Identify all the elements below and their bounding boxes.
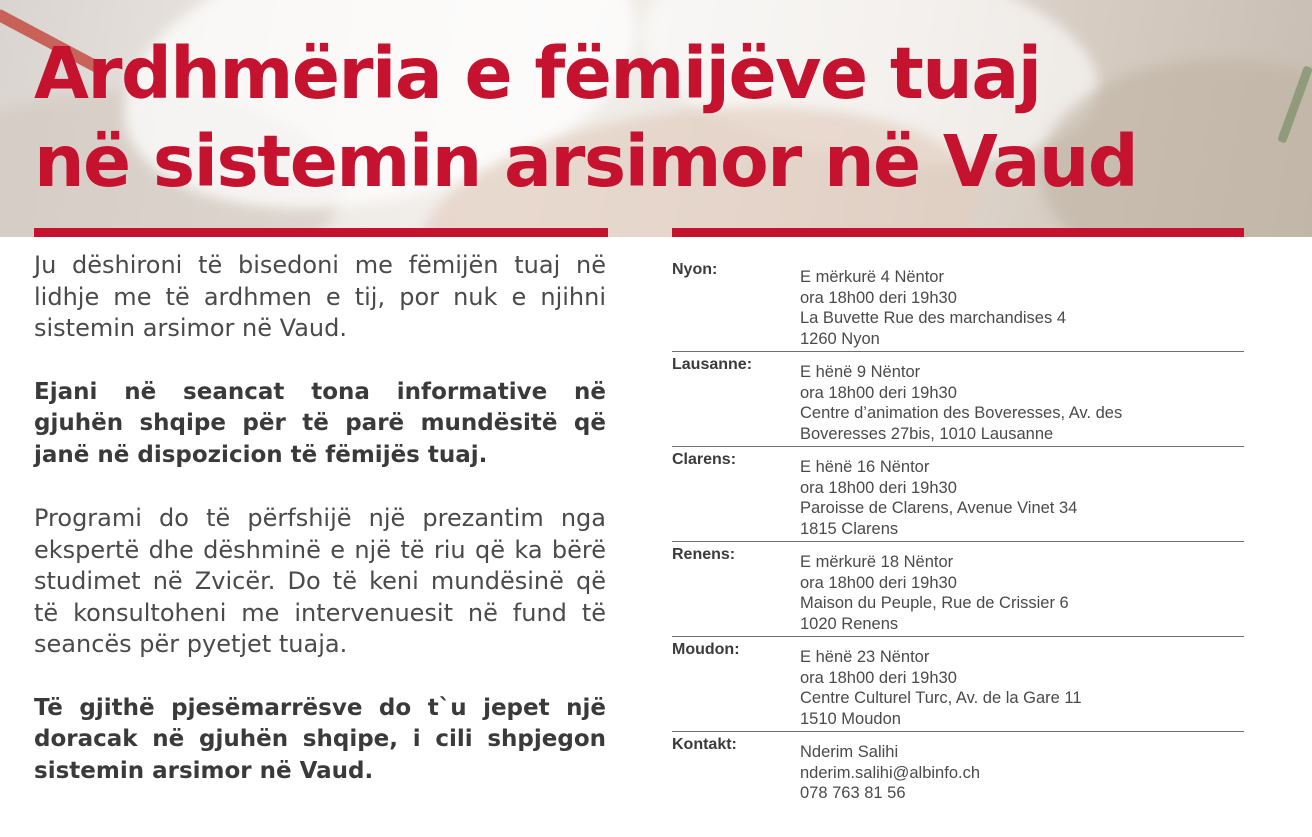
contact-email[interactable]: nderim.salihi@albinfo.ch <box>800 763 981 782</box>
intro-paragraph-2: Ejani në seancat tona informative në gjuhën shqipe për të parë mundësitë që janë në dispozicion të fëmijës tuaj. <box>34 378 606 468</box>
session-address-line2: 1815 Clarens <box>800 520 899 539</box>
contact-phone[interactable]: 078 763 81 56 <box>800 784 906 803</box>
session-row-renens <box>672 542 1244 637</box>
session-time: ora 18h00 deri 19h30 <box>800 478 957 497</box>
session-address-line2: 1020 Renens <box>800 615 899 634</box>
contact-label: Kontakt: <box>672 736 737 753</box>
session-address-line2: 1260 Nyon <box>800 330 880 349</box>
session-time: ora 18h00 deri 19h30 <box>800 573 957 592</box>
session-city: Nyon: <box>672 261 718 278</box>
left-accent-rule <box>34 228 608 237</box>
session-address-line2: 1510 Moudon <box>800 710 901 729</box>
session-city: Clarens: <box>672 451 737 468</box>
session-date: E mërkurë 18 Nëntor <box>800 553 954 571</box>
session-row-moudon <box>672 637 1244 732</box>
session-row-clarens <box>672 447 1244 542</box>
sessions-table <box>672 257 1244 826</box>
session-row-lausanne <box>672 352 1244 447</box>
session-address-line1: La Buvette Rue des marchandises 4 <box>800 309 1066 328</box>
intro-column <box>34 250 606 819</box>
session-time: ora 18h00 deri 19h30 <box>800 668 957 687</box>
session-date: E mërkurë 4 Nëntor <box>800 268 944 286</box>
page-title: Ardhmëria e fëmijëve tuaj në sistemin arsimor në Vaud <box>34 32 1138 203</box>
session-address-line1: Centre d’animation des Boveresses, Av. des <box>800 404 1123 423</box>
right-accent-rule <box>672 228 1244 237</box>
intro-paragraph-1: Ju dëshironi të bisedoni me fëmijën tuaj në lidhje me të ardhmen e tij, por nuk e njihni sistemin arsimor në Vaud. <box>34 251 606 342</box>
contact-row <box>672 732 1244 826</box>
session-date: E hënë 9 Nëntor <box>800 363 921 381</box>
session-city: Renens: <box>672 546 736 563</box>
session-address-line2: Boveresses 27bis, 1010 Lausanne <box>800 425 1054 444</box>
intro-paragraph-3: Programi do të përfshijë një prezantim nga ekspertë dhe dëshminë e një të riu që ka bërë studimet në Zvicër. Do të keni mundësinë që të konsultoheni me intervenuesit në fund të seancës për pyetjet tuaja. <box>34 504 606 658</box>
session-address-line1: Maison du Peuple, Rue de Crissier 6 <box>800 594 1069 613</box>
contact-name: Nderim Salihi <box>800 743 899 761</box>
session-time: ora 18h00 deri 19h30 <box>800 288 957 307</box>
intro-paragraph-4: Të gjithë pjesëmarrësve do t`u jepet një doracak në gjuhën shqipe, i cili shpjegon sistemin arsimor në Vaud. <box>34 694 606 784</box>
session-address-line1: Centre Culturel Turc, Av. de la Gare 11 <box>800 689 1082 708</box>
session-row-nyon <box>672 257 1244 352</box>
session-date: E hënë 16 Nëntor <box>800 458 930 476</box>
session-city: Moudon: <box>672 641 740 658</box>
session-city: Lausanne: <box>672 356 753 373</box>
session-time: ora 18h00 deri 19h30 <box>800 383 957 402</box>
session-date: E hënë 23 Nëntor <box>800 648 930 666</box>
session-address-line1: Paroisse de Clarens, Avenue Vinet 34 <box>800 499 1078 518</box>
